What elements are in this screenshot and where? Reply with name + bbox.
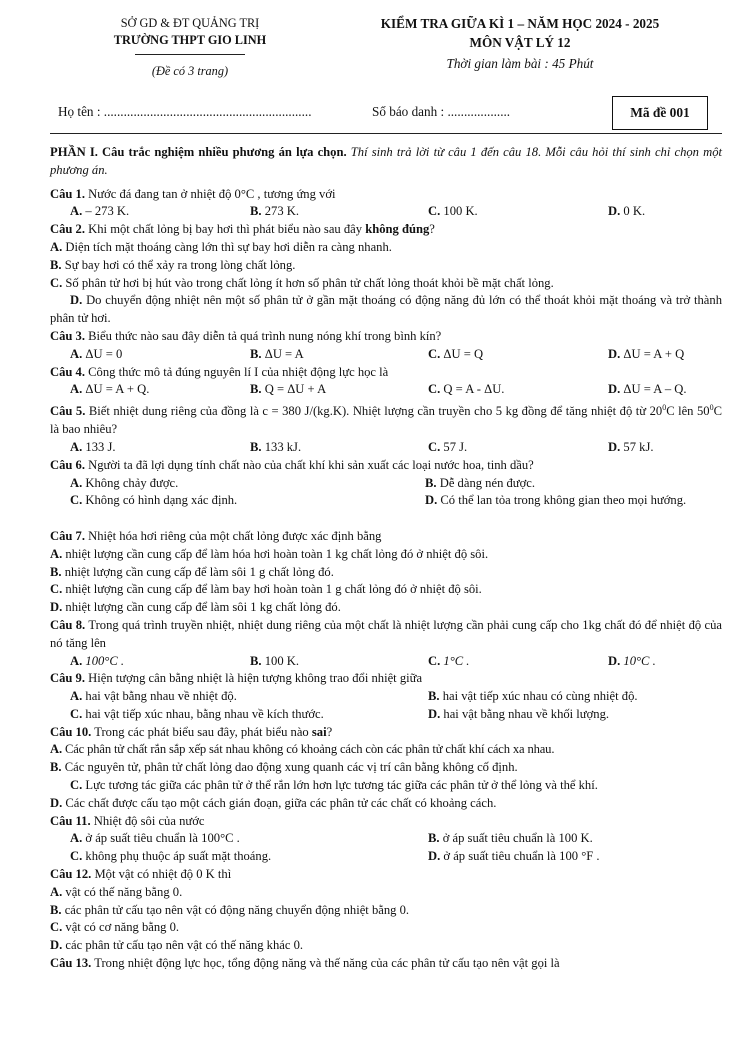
question-text: Trong quá trình truyền nhiệt, nhiệt dung riêng của một chất là nhiệt lượng cần phải cung cấp cho 1kg chất đó để nhiệt độ của nó tăng lên: [50, 617, 723, 650]
question-6: [50, 457, 722, 475]
question-label: Câu 5.: [50, 404, 86, 419]
option-a[interactable]: A. nhiệt lượng cần cung cấp để làm hóa hơi hoàn toàn 1 kg chất lỏng đó ở nhiệt độ sôi.: [50, 546, 489, 561]
option-c[interactable]: C. Số phân tử hơi bị hút vào trong chất lỏng ít hơn số phân tử chất lỏng thoát khỏi bề mặt chất lỏng.: [50, 275, 554, 290]
exam-code-box: Mã đề 001: [612, 96, 708, 130]
option-a[interactable]: A. ở áp suất tiêu chuẩn là 100°C .: [70, 831, 240, 846]
option-b[interactable]: B. Sự bay hơi có thể xảy ra trong lòng chất lỏng.: [50, 257, 296, 272]
option-a[interactable]: A. ΔU = A + Q.: [70, 382, 150, 397]
question-text: Công thức mô tả đúng nguyên lí I của nhiệt động lực học là: [88, 364, 389, 379]
option-b[interactable]: B. hai vật tiếp xúc nhau có cùng nhiệt độ.: [428, 689, 638, 704]
options-row: [50, 706, 722, 724]
pages-note: (Đề có 3 trang): [151, 64, 229, 78]
option-c[interactable]: C. hai vật tiếp xúc nhau, bằng nhau về kích thước.: [70, 706, 324, 721]
question-label: Câu 2.: [50, 222, 85, 237]
option-d[interactable]: D. nhiệt lượng cần cung cấp để làm sôi 1 kg chất lỏng đó.: [50, 600, 341, 615]
part-instruction: Thí sinh trả lời từ câu 1 đến câu 18. Mỗi câu hỏi thí sinh chỉ chọn một phương án.: [50, 145, 723, 177]
question-emphasis: sai: [311, 724, 327, 739]
question-label: Câu 1.: [50, 186, 85, 201]
option-b[interactable]: B. Các nguyên tử, phân tử chất lỏng dao động xung quanh các vị trí cân bằng không cố định.: [50, 760, 518, 775]
option-c[interactable]: C. không phụ thuộc áp suất mặt thoáng.: [70, 849, 272, 864]
question-text: Trong nhiệt động lực học, tổng động năng và thế năng của các phân tử cấu tạo nên vật gọi là: [94, 956, 560, 971]
option-b[interactable]: B. Q = ΔU + A: [250, 382, 327, 397]
option-d[interactable]: D. Các chất được cấu tạo một cách gián đoạn, giữa các phân tử các chất có khoảng cách.: [50, 795, 497, 810]
question-label: Câu 9.: [50, 671, 85, 686]
question-text: Biểu thức nào sau đây diễn tả quá trình nung nóng khí trong bình kín?: [88, 328, 442, 343]
options-row: [50, 346, 722, 364]
options-row: [50, 688, 722, 706]
option-a[interactable]: A. Diện tích mặt thoáng càng lớn thì sự bay hơi diễn ra càng nhanh.: [50, 239, 392, 254]
option-d[interactable]: D. ở áp suất tiêu chuẩn là 100 °F .: [428, 849, 600, 864]
question-label: Câu 12.: [50, 867, 92, 882]
question-text: Hiện tượng cân bằng nhiệt là hiện tượng không trao đổi nhiệt giữa: [88, 671, 423, 686]
option-b[interactable]: B. Dễ dàng nén được.: [425, 475, 536, 490]
question-text: Nước đá đang tan ở nhiệt độ 0°C , tương ứng với: [88, 186, 336, 201]
options-row: [50, 475, 722, 493]
options-row: [50, 439, 722, 457]
degree-sup: 0: [662, 403, 667, 413]
option-c[interactable]: C. Lực tương tác giữa các phân tử ở thể rắn lớn hơn lực tương tác giữa các phân tử ở thể lỏng và thể khí.: [70, 778, 598, 793]
option-d[interactable]: D. ΔU = A – Q.: [608, 382, 687, 397]
question-label: Câu 10.: [50, 724, 92, 739]
question-text-end: C là bao nhiêu?: [50, 404, 722, 437]
school-header: [70, 15, 310, 80]
option-b[interactable]: B. nhiệt lượng cần cung cấp để làm sôi 1 g chất lỏng đó.: [50, 564, 334, 579]
question-text-end: ?: [429, 222, 435, 237]
question-label: Câu 11.: [50, 813, 91, 828]
option-a[interactable]: A. 133 J.: [70, 439, 116, 454]
question-10: [50, 724, 722, 742]
question-text: Một vật có nhiệt độ 0 K thì: [94, 867, 232, 882]
part-title: PHẦN I. Câu trắc nghiệm nhiều phương án lựa chọn.: [50, 145, 347, 159]
option-a[interactable]: A. Không chảy được.: [70, 475, 179, 490]
question-11: [50, 813, 722, 831]
question-emphasis: không đúng: [365, 222, 430, 237]
exam-subject: MÔN VẬT LÝ 12: [469, 35, 571, 50]
question-text: Nhiệt độ sôi của nước: [93, 813, 205, 828]
question-3: [50, 328, 722, 346]
header-divider: [135, 54, 245, 55]
question-4: [50, 364, 722, 382]
option-d[interactable]: D. 57 kJ.: [608, 439, 654, 454]
option-c[interactable]: C. nhiệt lượng cần cung cấp để làm bay hơi hoàn toàn 1 g chất lỏng đó ở nhiệt độ sôi.: [50, 582, 482, 597]
question-text: Khi một chất lỏng bị bay hơi thì phát biểu nào sau đây: [88, 222, 363, 237]
option-d[interactable]: D. 10°C .: [608, 653, 656, 668]
question-label: Câu 7.: [50, 528, 85, 543]
school-name: TRƯỜNG THPT GIO LINH: [113, 33, 267, 47]
part-heading: [50, 144, 722, 180]
option-d[interactable]: D. Có thể lan tỏa trong không gian theo mọi hướng.: [425, 493, 687, 508]
student-info: [58, 104, 638, 120]
option-d[interactable]: D. các phân tử cấu tạo nên vật có thế năng khác 0.: [50, 938, 304, 953]
option-c[interactable]: C. Q = A - ΔU.: [428, 382, 505, 397]
option-c[interactable]: C. ΔU = Q: [428, 346, 484, 361]
department-name: SỞ GD & ĐT QUẢNG TRỊ: [120, 16, 260, 30]
option-d[interactable]: D. Do chuyển động nhiệt nên một số phân tử ở gần mặt thoáng có động năng đủ lớn có thể thoát khỏi mặt thoáng và trở thành phân tử hơi.: [50, 293, 722, 326]
option-d[interactable]: D. ΔU = A + Q: [608, 346, 685, 361]
options-row: [50, 203, 722, 221]
option-c[interactable]: C. 57 J.: [428, 439, 468, 454]
option-b[interactable]: B. ΔU = A: [250, 346, 304, 361]
question-12: [50, 866, 722, 884]
option-a[interactable]: A. ΔU = 0: [70, 346, 123, 361]
option-b[interactable]: B. ở áp suất tiêu chuẩn là 100 K.: [428, 831, 593, 846]
options-row: [50, 830, 722, 848]
name-field[interactable]: Họ tên : ...............................................................: [58, 104, 312, 119]
question-label: Câu 6.: [50, 457, 85, 472]
exam-title: KIỂM TRA GIỮA KÌ 1 – NĂM HỌC 2024 - 2025: [380, 16, 660, 31]
question-13: [50, 955, 722, 973]
options-row: [50, 492, 722, 528]
question-1: [50, 186, 722, 204]
exam-content: [50, 144, 722, 973]
exam-time: Thời gian làm bài : 45 Phút: [446, 56, 594, 71]
question-9: [50, 670, 722, 688]
question-text: Trong các phát biểu sau đây, phát biểu nào: [94, 724, 309, 739]
option-c[interactable]: C. 1°C .: [428, 653, 470, 668]
option-b[interactable]: B. các phân tử cấu tạo nên vật có động năng chuyển động nhiệt bằng 0.: [50, 902, 410, 917]
question-label: Câu 8.: [50, 617, 86, 632]
options-row: [50, 653, 722, 671]
question-text: Nhiệt hóa hơi riêng của một chất lỏng được xác định bằng: [88, 528, 382, 543]
option-a[interactable]: A. Các phân tử chất rắn sắp xếp sát nhau không có khoảng cách còn các phân tử chất khí cách xa nhau.: [50, 742, 555, 757]
option-c[interactable]: C. vật có cơ năng bằng 0.: [50, 920, 180, 935]
option-d[interactable]: D. hai vật bằng nhau về khối lượng.: [428, 706, 610, 721]
question-text: Người ta đã lợi dụng tính chất nào của chất khí khi sản xuất các loại nước hoa, tinh dầu?: [88, 457, 534, 472]
option-d[interactable]: D. 0 K.: [608, 204, 646, 219]
exam-header: [340, 14, 700, 73]
option-b[interactable]: B. 133 kJ.: [250, 439, 302, 454]
options-row: [50, 848, 722, 866]
question-text-end: ?: [326, 724, 333, 739]
question-8: [50, 617, 722, 653]
question-text: Biết nhiệt dung riêng của đồng là c = 380 J/(kg.K). Nhiệt lượng cần truyền cho 5 kg đồng để tăng nhiệt độ từ 20: [88, 404, 663, 419]
option-c[interactable]: C. Không có hình dạng xác định.: [70, 493, 238, 508]
question-5: [50, 399, 722, 439]
question-7: [50, 528, 722, 546]
option-a[interactable]: A. – 273 K.: [70, 204, 130, 219]
question-label: Câu 3.: [50, 328, 85, 343]
option-b[interactable]: B. 100 K.: [250, 653, 300, 668]
degree-sup: 0: [709, 403, 714, 413]
student-id-field[interactable]: Số báo danh : ...................: [372, 104, 511, 119]
header-rule: [50, 133, 722, 134]
question-text-mid: C lên 50: [666, 404, 710, 419]
options-row: [50, 381, 722, 399]
option-b[interactable]: B. 273 K.: [250, 204, 300, 219]
question-label: Câu 13.: [50, 956, 92, 971]
option-c[interactable]: C. 100 K.: [428, 204, 478, 219]
question-label: Câu 4.: [50, 364, 85, 379]
option-a[interactable]: A. 100°C .: [70, 653, 125, 668]
question-2: [50, 221, 722, 239]
option-a[interactable]: A. vật có thế năng bằng 0.: [50, 884, 183, 899]
option-a[interactable]: A. hai vật bằng nhau về nhiệt độ.: [70, 689, 237, 704]
